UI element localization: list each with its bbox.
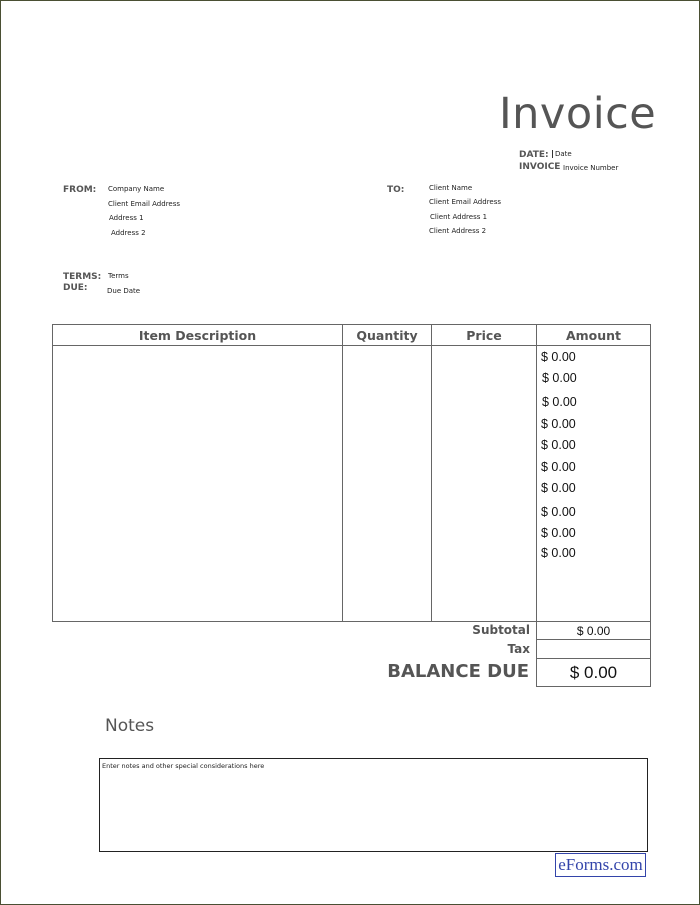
due-date-field[interactable]: Due Date: [107, 287, 141, 295]
date-label: DATE:: [519, 150, 549, 160]
balance-due-value: $ 0.00: [569, 663, 618, 682]
amount-value: $ 0.00: [541, 481, 576, 495]
to-email-field[interactable]: Client Email Address: [429, 198, 502, 206]
subtotal-label: Subtotal: [472, 623, 530, 637]
to-name-field[interactable]: Client Name: [429, 184, 473, 192]
items-table: [52, 324, 651, 622]
balance-due-label: BALANCE DUE: [387, 661, 529, 682]
header-quantity: Quantity: [343, 325, 432, 346]
invoice-number-field[interactable]: Invoice Number: [563, 164, 619, 172]
to-address1-field[interactable]: Client Address 1: [430, 213, 488, 221]
subtotal-value: $ 0.00: [576, 624, 611, 638]
notes-field[interactable]: [99, 758, 648, 852]
amount-value: $ 0.00: [541, 546, 576, 560]
amount-column: [537, 346, 651, 622]
items-header-row: [53, 325, 651, 346]
date-field[interactable]: Date: [552, 150, 572, 158]
header-amount: Amount: [537, 325, 651, 346]
items-body-row: [53, 346, 651, 622]
from-label: FROM:: [63, 185, 97, 195]
tax-box[interactable]: [536, 639, 651, 660]
to-address2-field[interactable]: Client Address 2: [429, 227, 487, 235]
notes-placeholder: Enter notes and other special considerations here: [102, 762, 265, 770]
header-item-description: Item Description: [53, 325, 343, 346]
invoice-number-label: INVOICE: [519, 162, 561, 172]
amount-value: $ 0.00: [541, 505, 576, 519]
terms-field[interactable]: Terms: [108, 272, 129, 280]
amount-value: $ 0.00: [542, 395, 577, 409]
quantity-column[interactable]: [343, 346, 432, 622]
amount-value: $ 0.00: [542, 371, 577, 385]
to-label: TO:: [387, 185, 405, 195]
from-address2-field[interactable]: Address 2: [111, 229, 146, 237]
due-label: DUE:: [63, 283, 88, 293]
price-column[interactable]: [432, 346, 537, 622]
amount-value: $ 0.00: [541, 526, 576, 540]
from-email-field[interactable]: Client Email Address: [108, 200, 181, 208]
item-description-column[interactable]: [53, 346, 343, 622]
notes-title: Notes: [105, 716, 155, 736]
terms-label: TERMS:: [63, 272, 102, 282]
amount-value: $ 0.00: [541, 460, 576, 474]
from-address1-field[interactable]: Address 1: [109, 214, 144, 222]
amount-value: $ 0.00: [541, 438, 576, 452]
eforms-logo[interactable]: eForms.com: [555, 853, 646, 877]
header-price: Price: [432, 325, 537, 346]
tax-label: Tax: [507, 642, 530, 656]
invoice-title: Invoice: [499, 89, 657, 139]
subtotal-box: [536, 621, 651, 641]
from-company-field[interactable]: Company Name: [108, 185, 165, 193]
amount-value: $ 0.00: [541, 417, 576, 431]
balance-due-box: [536, 658, 651, 687]
amount-value: $ 0.00: [541, 350, 576, 364]
